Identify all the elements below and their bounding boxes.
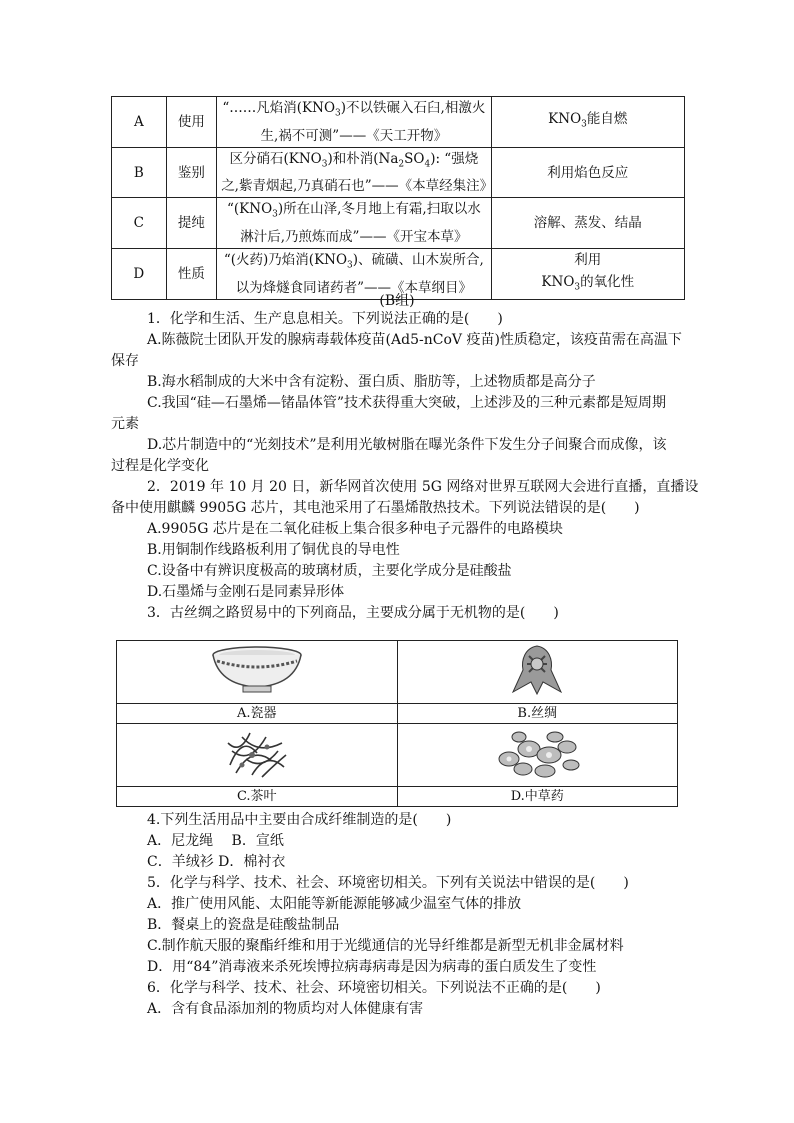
row-result: $KNO_3$能自燃	[491, 97, 684, 148]
table-row	[112, 97, 685, 148]
row-text: “(火药)乃焰消$(KNO_3)$、硫磺、山木炭所合,以为烽燧食同诸药者”——《本草纲目》	[217, 249, 491, 300]
row-category: 提纯	[166, 198, 217, 249]
table-row	[112, 147, 685, 198]
q2-stem-cont: 备中使用麒麟 9905G 芯片，其电池采用了石墨烯散热技术。下列说法错误的是( )	[111, 500, 640, 516]
q4-stem: 4.下列生活用品中主要由合成纤维制造的是( )	[147, 812, 452, 828]
q2-option-d: D.石墨烯与金刚石是同素异形体	[147, 584, 345, 600]
q2-option-c: C.设备中有辨识度极高的玻璃材质，主要化学成分是硅酸盐	[147, 563, 512, 579]
q5-stem: 5．化学与科学、技术、社会、环境密切相关。下列有关说法中错误的是( )	[147, 875, 629, 891]
row-text: “……凡焰消$(KNO_3)$不以铁碾入石臼,相激火生,祸不可测”——《天工开物》	[217, 97, 491, 148]
row-category: 使用	[166, 97, 217, 148]
image-cell	[117, 641, 398, 704]
q4-options-ab: A．尼龙绳 B．宣纸	[147, 833, 284, 849]
q1-option-a-cont: 保存	[111, 353, 139, 369]
row-result: 利用 $KNO_3$的氧化性	[491, 249, 684, 300]
q5-option-b: B．餐桌上的瓷盘是硅酸盐制品	[147, 917, 340, 933]
q1-option-c-cont: 元素	[111, 416, 139, 432]
row-label: B	[112, 147, 167, 198]
q1-option-a: A.陈薇院士团队开发的腺病毒载体疫苗(Ad5-nCoV 疫苗)性质稳定，该疫苗需在高温下	[147, 332, 682, 348]
caption-c: C.茶叶	[117, 787, 398, 807]
group-title: (B组)	[379, 293, 415, 309]
row-label: A	[112, 97, 167, 148]
q1-stem: 1．化学和生活、生产息息相关。下列说法正确的是( )	[147, 311, 503, 327]
herbal-medicine-icon	[489, 725, 585, 781]
history-table	[111, 96, 685, 300]
tea-leaves-icon	[222, 725, 292, 781]
porcelain-bowl-icon	[209, 645, 305, 695]
image-cell	[397, 641, 678, 704]
q1-option-c: C.我国“硅—石墨烯—锗晶体管”技术获得重大突破，上述涉及的三种元素都是短周期	[147, 395, 666, 411]
q5-option-c: C.制作航天服的聚酯纤维和用于光缆通信的光导纤维都是新型无机非金属材料	[147, 938, 624, 954]
image-cell	[117, 724, 398, 787]
q3-stem: 3．古丝绸之路贸易中的下列商品，主要成分属于无机物的是( )	[147, 605, 559, 621]
caption-a: A.瓷器	[117, 704, 398, 724]
row-result: 利用焰色反应	[491, 147, 684, 198]
q1-option-d: D.芯片制造中的“光刻技术”是利用光敏树脂在曝光条件下发生分子间聚合而成像，该	[147, 437, 667, 453]
row-label: C	[112, 198, 167, 249]
q6-stem: 6．化学与科学、技术、社会、环境密切相关。下列说法不正确的是( )	[147, 980, 601, 996]
q5-option-d: D．用“84”消毒液来杀死埃博拉病毒病毒是因为病毒的蛋白质发生了变性	[147, 959, 597, 975]
q3-image-table	[116, 640, 678, 807]
row-category: 鉴别	[166, 147, 217, 198]
caption-d: D.中草药	[397, 787, 678, 807]
row-result: 溶解、蒸发、结晶	[491, 198, 684, 249]
row-text: 区分硝石$(KNO_3)$和朴消$(Na_2SO_4)$: “强烧之,紫青烟起,乃真硝石也”——《本草经集注》	[217, 147, 491, 198]
q1-option-d-cont: 过程是化学变化	[111, 458, 209, 474]
q4-options-cd: C．羊绒衫 D．棉衬衣	[147, 854, 286, 870]
q2-option-a: A.9905G 芯片是在二氧化硅板上集合很多种电子元器件的电路模块	[147, 521, 563, 537]
q5-option-a: A．推广使用风能、太阳能等新能源能够减少温室气体的排放	[147, 896, 522, 912]
q2-option-b: B.用铜制作线路板利用了铜优良的导电性	[147, 542, 400, 558]
row-label: D	[112, 249, 167, 300]
row-text: “$(KNO_3)$所在山泽,冬月地上有霜,扫取以水淋汁后,乃煎炼而成”——《开宝本草》	[217, 198, 491, 249]
row-category: 性质	[166, 249, 217, 300]
silk-scarf-icon	[507, 642, 567, 698]
table-row	[112, 198, 685, 249]
q2-stem: 2．2019 年 10 月 20 日，新华网首次使用 5G 网络对世界互联网大会进行直播，直播设	[147, 479, 699, 495]
caption-b: B.丝绸	[397, 704, 678, 724]
q1-option-b: B.海水稻制成的大米中含有淀粉、蛋白质、脂肪等，上述物质都是高分子	[147, 374, 596, 390]
image-cell	[397, 724, 678, 787]
q6-option-a: A．含有食品添加剂的物质均对人体健康有害	[147, 1001, 424, 1017]
